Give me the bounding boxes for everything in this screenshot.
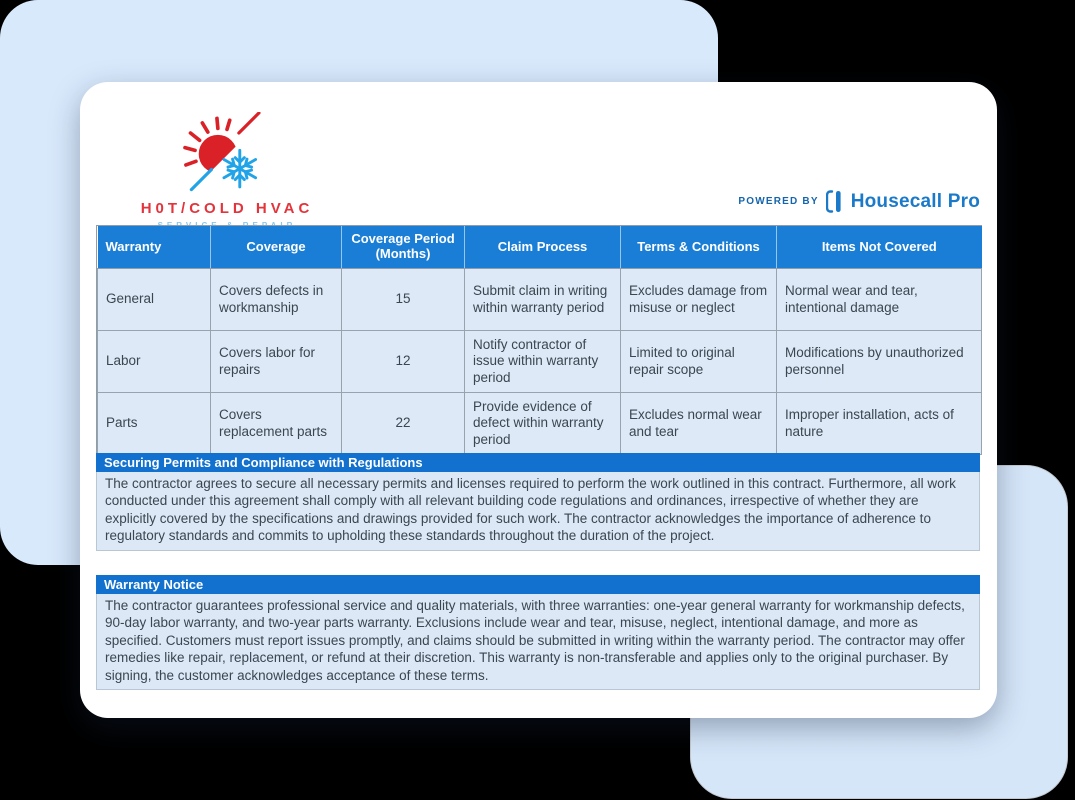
powered-by-brand: Housecall Pro xyxy=(850,190,980,212)
cell-terms-conditions: Excludes damage from misuse or neglect xyxy=(621,269,777,331)
cell-coverage-period: 12 xyxy=(342,331,465,393)
company-logo xyxy=(102,112,352,230)
powered-by-label: POWERED BY xyxy=(738,196,819,207)
column-header-items-not-covered: Items Not Covered xyxy=(777,226,982,269)
table-header-row xyxy=(98,226,982,269)
housecall-pro-icon xyxy=(826,190,844,213)
powered-by-badge xyxy=(738,190,980,213)
contract-document-card xyxy=(80,82,997,718)
cell-warranty: Parts xyxy=(98,393,211,455)
warranty-table xyxy=(96,225,982,455)
column-header-warranty: Warranty xyxy=(98,226,211,269)
column-header-claim-process: Claim Process xyxy=(465,226,621,269)
table-row-general xyxy=(98,269,982,331)
column-header-coverage: Coverage xyxy=(211,226,342,269)
company-name: H0T/COLD HVAC xyxy=(140,200,314,217)
cell-warranty: Labor xyxy=(98,331,211,393)
cell-terms-conditions: Excludes normal wear and tear xyxy=(621,393,777,455)
column-header-coverage-period: Coverage Period (Months) xyxy=(342,226,465,269)
cell-coverage-period: 15 xyxy=(342,269,465,331)
cell-items-not-covered: Modifications by unauthorized personnel xyxy=(777,331,982,393)
hvac-sun-snowflake-icon xyxy=(172,112,282,196)
cell-coverage: Covers labor for repairs xyxy=(211,331,342,393)
cell-claim-process: Provide evidence of defect within warranty period xyxy=(465,393,621,455)
section-body-text: The contractor guarantees professional service and quality materials, with three warranties: one-year general warranty for workmanship defects, 90-day labor warranty, and two-year parts warranty. Exclusions include wear and tear, misuse, neglect, intentional damage, and more as specified. Customers must report issues promptly, and claims should be submitted in writing within the warranty period. The contractor may offer remedies like repair, replacement, or refund at their discretion. This warranty is non-transferable and applies only to the original purchaser. By signing, the customer acknowledges acceptance of these terms. xyxy=(96,594,980,690)
cell-items-not-covered: Improper installation, acts of nature xyxy=(777,393,982,455)
section-body-text: The contractor agrees to secure all necessary permits and licenses required to perform the work outlined in this contract. Furthermore, all work conducted under this agreement shall comply with all relevant building code regulations and ordinances, irrespective of whether they are explicitly covered by the specifications and drawings provided for such work. The contractor acknowledges the importance of adherence to regulatory standards and commits to upholding these standards throughout the duration of the project. xyxy=(96,472,980,551)
cell-items-not-covered: Normal wear and tear, intentional damage xyxy=(777,269,982,331)
cell-coverage: Covers defects in workmanship xyxy=(211,269,342,331)
cell-claim-process: Notify contractor of issue within warranty period xyxy=(465,331,621,393)
cell-warranty: General xyxy=(98,269,211,331)
cell-coverage: Covers replacement parts xyxy=(211,393,342,455)
section-warranty-notice xyxy=(96,575,980,690)
cell-claim-process: Submit claim in writing within warranty period xyxy=(465,269,621,331)
cell-coverage-period: 22 xyxy=(342,393,465,455)
table-row-labor xyxy=(98,331,982,393)
section-title: Warranty Notice xyxy=(96,575,980,594)
section-permits-compliance xyxy=(96,453,980,551)
section-title: Securing Permits and Compliance with Regulations xyxy=(96,453,980,472)
table-row-parts xyxy=(98,393,982,455)
column-header-terms-conditions: Terms & Conditions xyxy=(621,226,777,269)
cell-terms-conditions: Limited to original repair scope xyxy=(621,331,777,393)
